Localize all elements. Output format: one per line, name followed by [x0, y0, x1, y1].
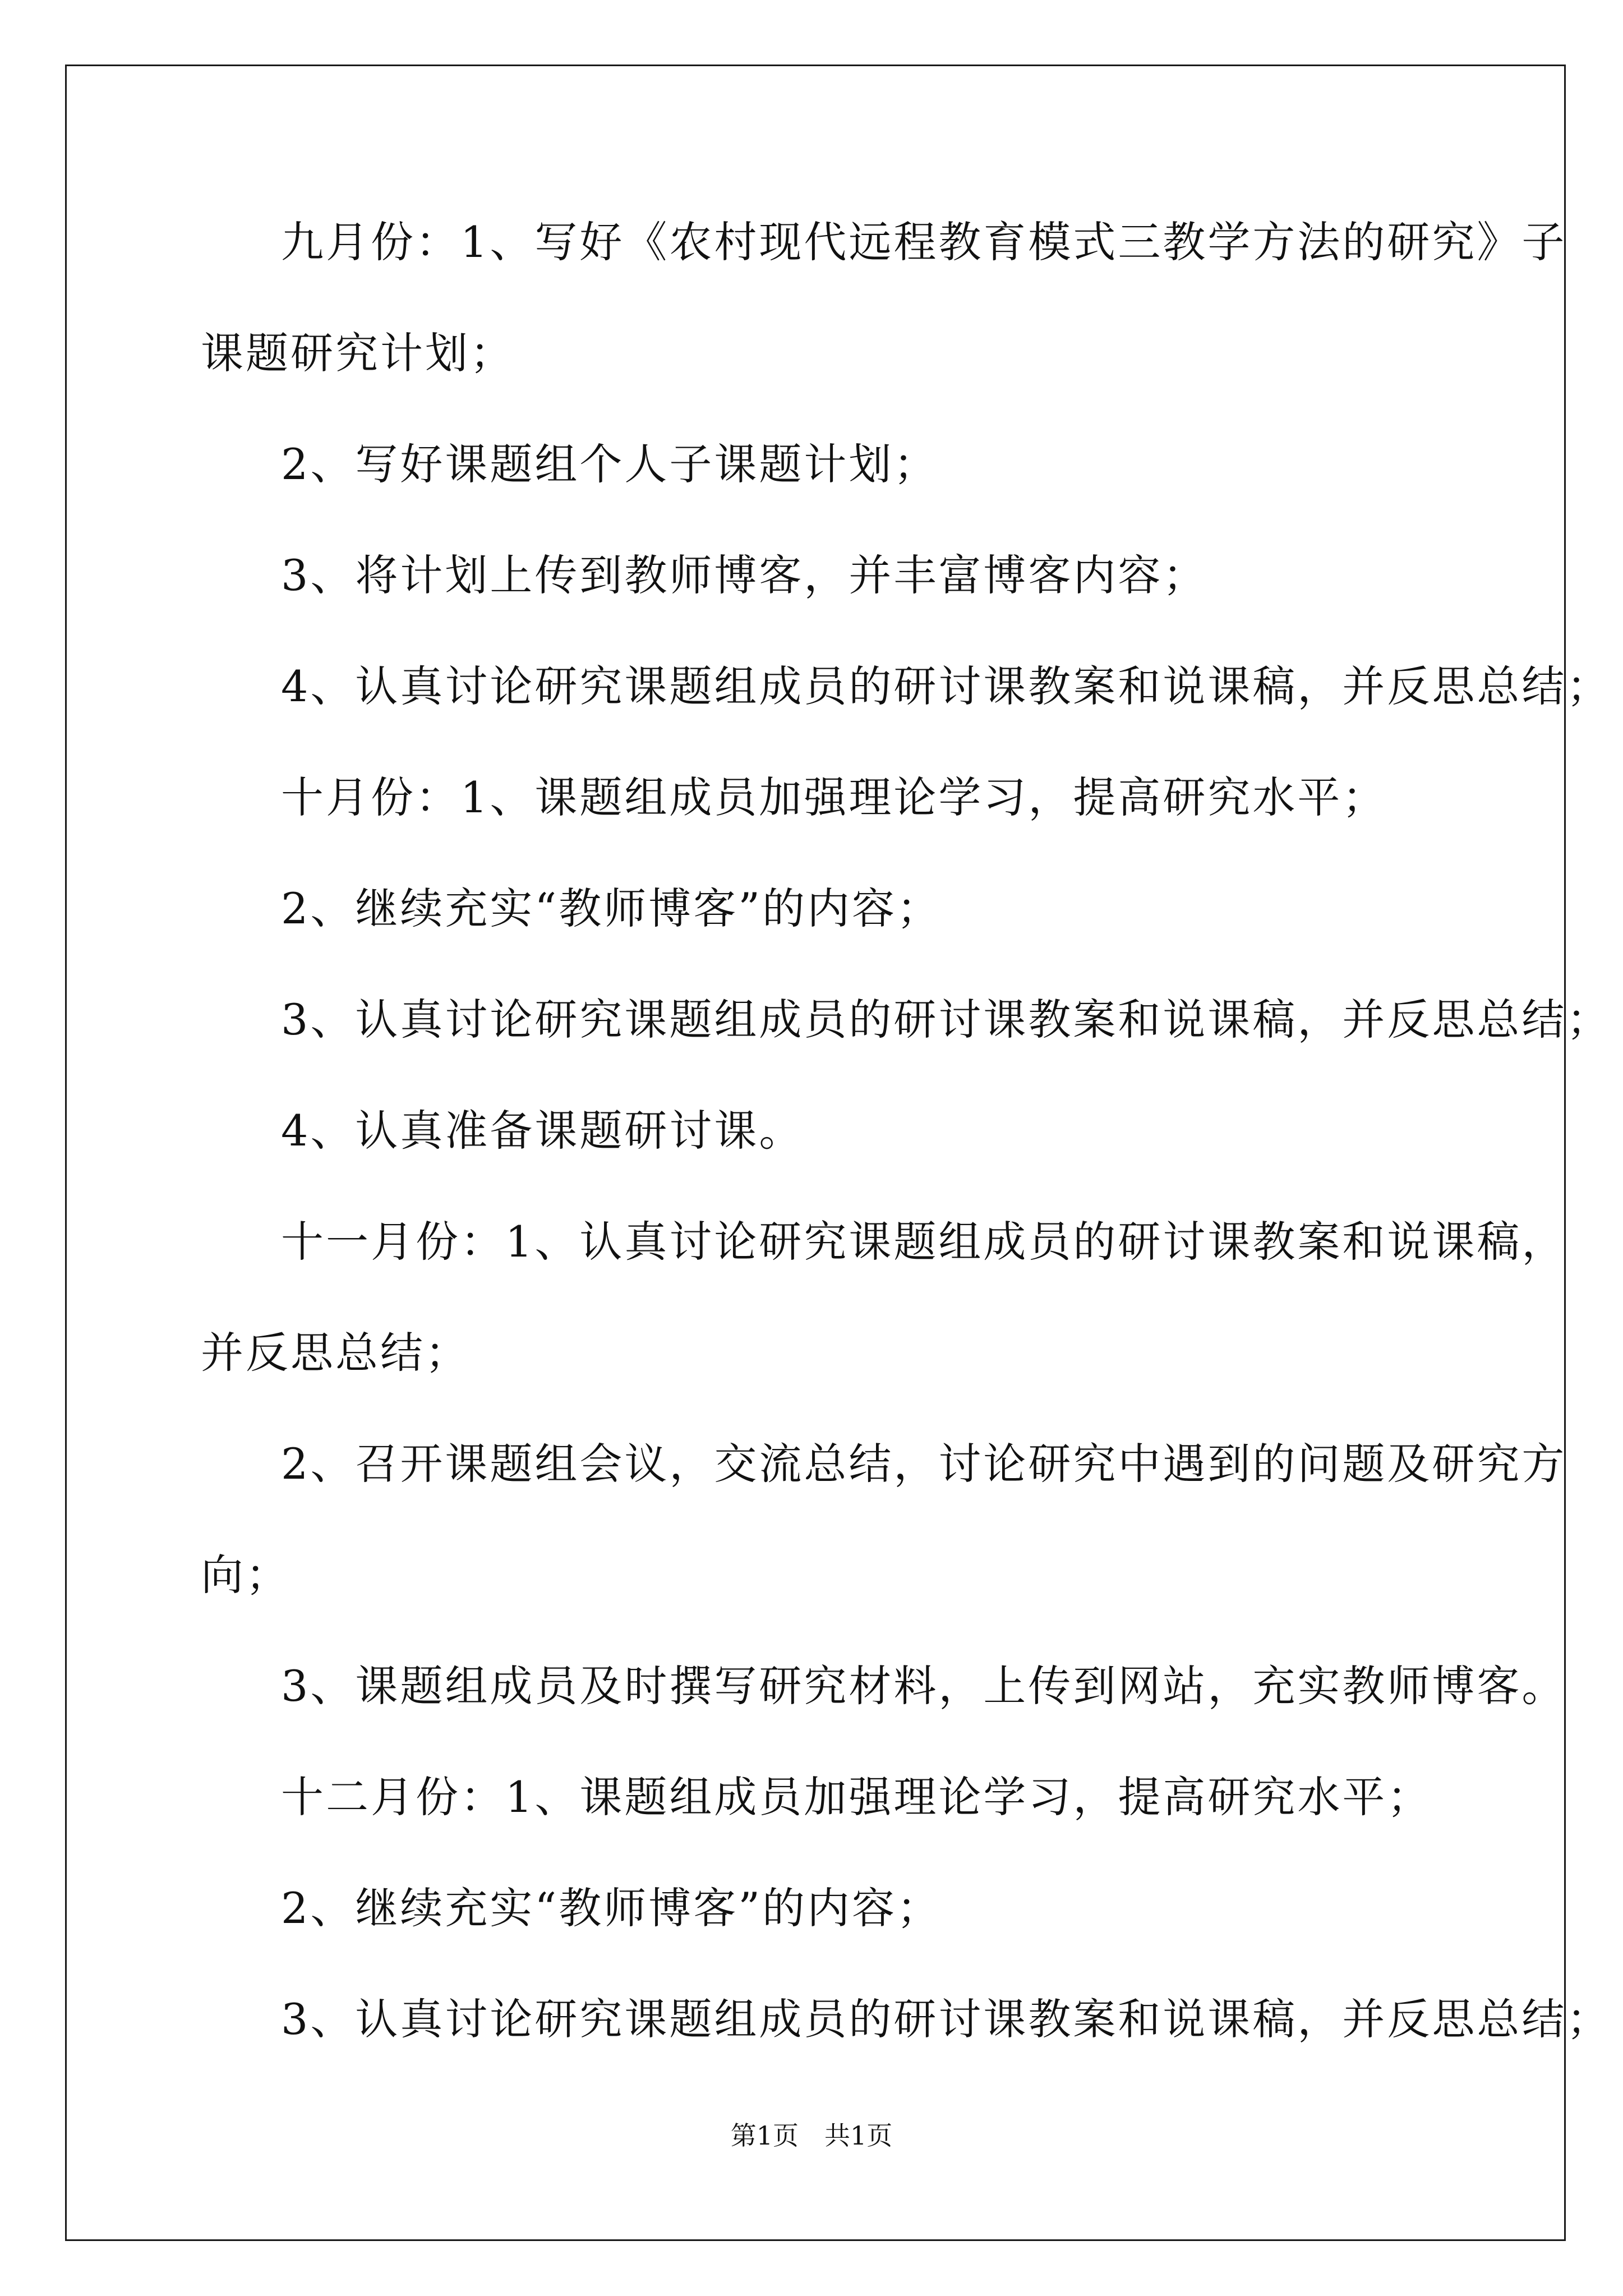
paragraph-line: 4、认真准备课题研讨课。	[281, 1106, 804, 1156]
paragraph-line: 2、继续充实“教师博客”的内容；	[281, 884, 942, 933]
paragraph-line: 十一月份：1、认真讨论研究课题组成员的研讨课教案和说课稿，	[281, 1217, 1567, 1267]
paragraph-line: 课题研究计划；	[201, 328, 515, 378]
paragraph-line: 4、认真讨论研究课题组成员的研讨课教案和说课稿，并反思总结；	[281, 661, 1612, 711]
paragraph-line: 2、召开课题组会议，交流总结，讨论研究中遇到的问题及研究方	[281, 1439, 1567, 1489]
paragraph-line: 九月份：1、写好《农村现代远程教育模式三教学方法的研究》子	[281, 217, 1567, 267]
paragraph-line: 并反思总结；	[201, 1328, 470, 1378]
paragraph-line: 2、继续充实“教师博客”的内容；	[281, 1883, 942, 1933]
paragraph-line: 十月份：1、课题组成员加强理论学习，提高研究水平；	[281, 772, 1387, 822]
paragraph-line: 3、课题组成员及时撰写研究材料，上传到网站，充实教师博客。	[281, 1661, 1567, 1711]
paragraph-line: 向；	[201, 1550, 291, 1600]
page-number-footer: 第1页 共1页	[730, 2120, 893, 2151]
paragraph-line: 3、认真讨论研究课题组成员的研讨课教案和说课稿，并反思总结；	[281, 995, 1612, 1045]
paragraph-line: 3、认真讨论研究课题组成员的研讨课教案和说课稿，并反思总结；	[281, 1994, 1612, 2044]
paragraph-line: 2、写好课题组个人子课题计划；	[281, 439, 939, 489]
paragraph-line: 3、将计划上传到教师博客，并丰富博客内容；	[281, 550, 1208, 600]
paragraph-line: 十二月份：1、课题组成员加强理论学习，提高研究水平；	[281, 1772, 1432, 1822]
